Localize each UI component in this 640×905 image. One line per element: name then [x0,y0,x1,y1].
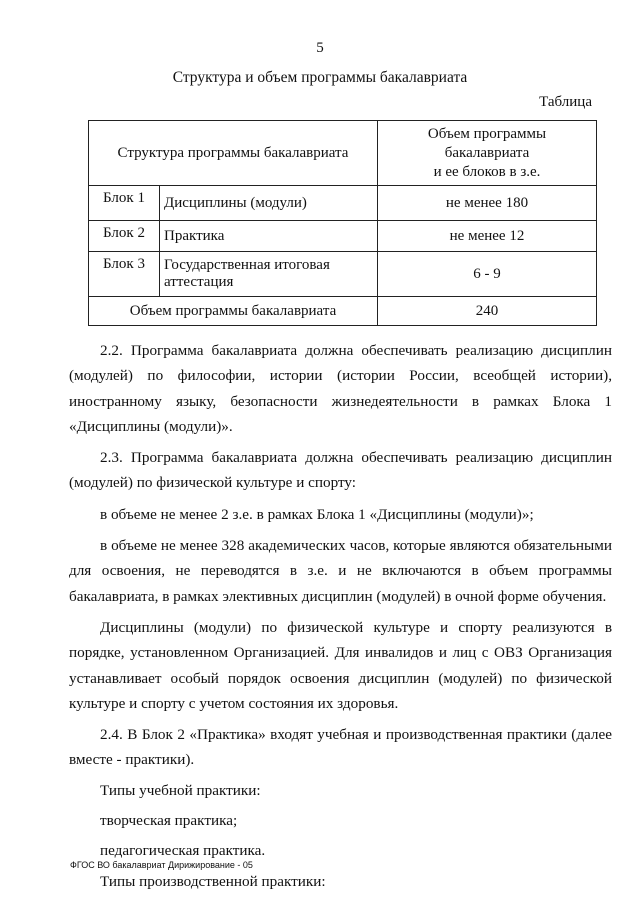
paragraph-2-3-c: Дисциплины (модули) по физической культуре и спорту реализуются в порядке, установленном Организацией. Для инвалидов и лиц с ОВЗ Организация устанавливает особый порядок освоения дисциплин (модулей) по физической культуре и спорту с учетом состояния их здоровья. [69,618,612,712]
practice-type-item: творческая практика; [100,812,238,830]
block-name: Дисциплины (модули) [160,186,378,221]
table-row [89,221,597,252]
practice-types-production: Типы производственной практики: [100,872,326,890]
block-volume: 6 - 9 [378,252,597,297]
practice-types-educational: Типы учебной практики: [100,781,261,799]
block-label: Блок 2 [89,221,160,252]
block-name: Государственная итоговая аттестация [160,252,378,297]
table-header-structure: Структура программы бакалавриата [89,121,378,186]
paragraph-2-3-b: в объеме не менее 328 академических часов, которые являются обязательными для освоения, не переводятся в з.е. и не включаются в объем программы бакалавриата, в рамках элективных дисциплин (модулей) в очной форме обучения. [69,537,612,605]
header-volume-line: и ее блоков в з.е. [433,163,541,180]
block-volume: не менее 12 [378,221,597,252]
program-structure-table [88,120,597,326]
paragraph-2-3-a: в объеме не менее 2 з.е. в рамках Блока 1 «Дисциплины (модули)»; [100,505,534,523]
block-volume: не менее 180 [378,186,597,221]
total-label: Объем программы бакалавриата [89,297,378,326]
total-value: 240 [378,297,597,326]
paragraph-2-3: 2.3. Программа бакалавриата должна обеспечивать реализацию дисциплин (модулей) по физической культуре и спорту: [69,449,612,492]
paragraph-2-4: 2.4. В Блок 2 «Практика» входят учебная и производственная практики (далее вместе - практики). [69,726,612,769]
page-number: 5 [316,40,324,56]
page-title: Структура и объем программы бакалавриата [172,69,468,86]
header-volume-line: бакалавриата [444,144,530,161]
block-label: Блок 1 [89,186,160,221]
practice-type-item: педагогическая практика. [100,842,266,860]
body-text [69,338,612,894]
table-total-row [89,297,597,326]
paragraph-2-2: 2.2. Программа бакалавриата должна обеспечивать реализацию дисциплин (модулей) по философии, истории (истории России, всеобщей истории), иностранному языку, безопасности жизнедеятельности в рамках Блока 1 «Дисциплины (модули)». [69,342,612,435]
table-row [89,252,597,297]
table-row [89,186,597,221]
table-header-volume [378,121,597,186]
block-name: Практика [160,221,378,252]
table-caption: Таблица [539,94,592,110]
table-header-row [89,121,597,186]
footer-doc-code: ФГОС ВО бакалавриат Дирижирование - 05 [70,860,253,870]
block-label: Блок 3 [89,252,160,297]
header-volume-line: Объем программы [427,125,547,142]
